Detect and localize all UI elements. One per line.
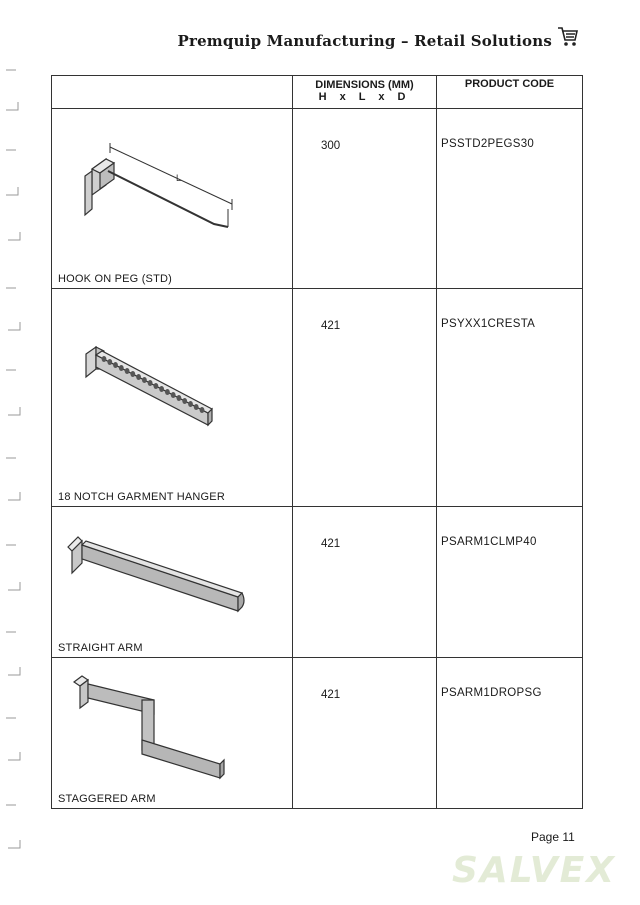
product-label: STRAIGHT ARM [58, 642, 143, 654]
dimension-value: 421 [321, 689, 341, 701]
hanger-notch [107, 359, 112, 365]
table-row [52, 658, 583, 809]
hanger-notch [125, 368, 130, 374]
table-row [52, 109, 583, 289]
hanger-notch [130, 371, 135, 377]
header-product-code: PRODUCT CODE [437, 76, 583, 109]
product-label: 18 NOTCH GARMENT HANGER [58, 491, 225, 503]
dimension-cell [293, 658, 437, 809]
header-product-image [52, 76, 293, 109]
hanger-notch [119, 365, 124, 371]
dimension-value: 300 [321, 140, 341, 152]
hanger-notch [200, 407, 205, 413]
hanger-notch [148, 380, 153, 386]
hanger-notch [113, 362, 118, 368]
hanger-notch [142, 377, 147, 383]
hanger-notch [171, 392, 176, 398]
product-image-cell [52, 658, 293, 809]
product-code: PSSTD2PEGS30 [441, 138, 535, 150]
code-cell [437, 507, 583, 658]
hanger-notch [177, 395, 182, 401]
code-cell [437, 289, 583, 507]
product-image-cell [52, 507, 293, 658]
hook-on-peg-icon [52, 109, 293, 289]
product-image-cell [52, 289, 293, 507]
product-code: PSARM1CLMP40 [441, 536, 537, 548]
straight-arm-icon [52, 507, 293, 658]
product-label: STAGGERED ARM [58, 793, 156, 805]
page-number: Page 11 [531, 830, 575, 844]
code-cell [437, 658, 583, 809]
product-code: PSARM1DROPSG [441, 687, 542, 699]
salvex-watermark: SALVEX [452, 850, 616, 891]
dimension-cell [293, 289, 437, 507]
header-dimensions [293, 76, 437, 109]
notch-hanger-icon [52, 289, 293, 507]
company-title: Premquip Manufacturing – Retail Solutions [177, 32, 552, 50]
hanger-notch [102, 356, 107, 362]
hanger-notch [159, 386, 164, 392]
table-header-row [52, 76, 583, 109]
code-cell [437, 109, 583, 289]
shopping-cart-icon [557, 24, 579, 48]
header-dimensions-sub: H x L x D [318, 91, 411, 103]
table-row [52, 289, 583, 507]
hanger-notch [182, 398, 187, 404]
hanger-notch [188, 401, 193, 407]
product-code: PSYXX1CRESTA [441, 318, 536, 330]
product-label: HOOK ON PEG (STD) [58, 273, 173, 285]
hanger-notch [154, 383, 159, 389]
product-spec-table [51, 75, 583, 809]
dimension-cell [293, 109, 437, 289]
hanger-notch [194, 404, 199, 410]
dimension-value: 421 [321, 320, 341, 332]
hanger-notch [136, 374, 141, 380]
header-dimensions-label: DIMENSIONS (MM) [315, 79, 414, 91]
dimension-cell [293, 507, 437, 658]
staggered-arm-icon [52, 658, 293, 809]
binder-margin-marks [0, 0, 30, 905]
table-row [52, 507, 583, 658]
peg-length-mark: L [176, 173, 182, 183]
hanger-notch [165, 389, 170, 395]
dimension-value: 421 [321, 538, 341, 550]
product-image-cell [52, 109, 293, 289]
